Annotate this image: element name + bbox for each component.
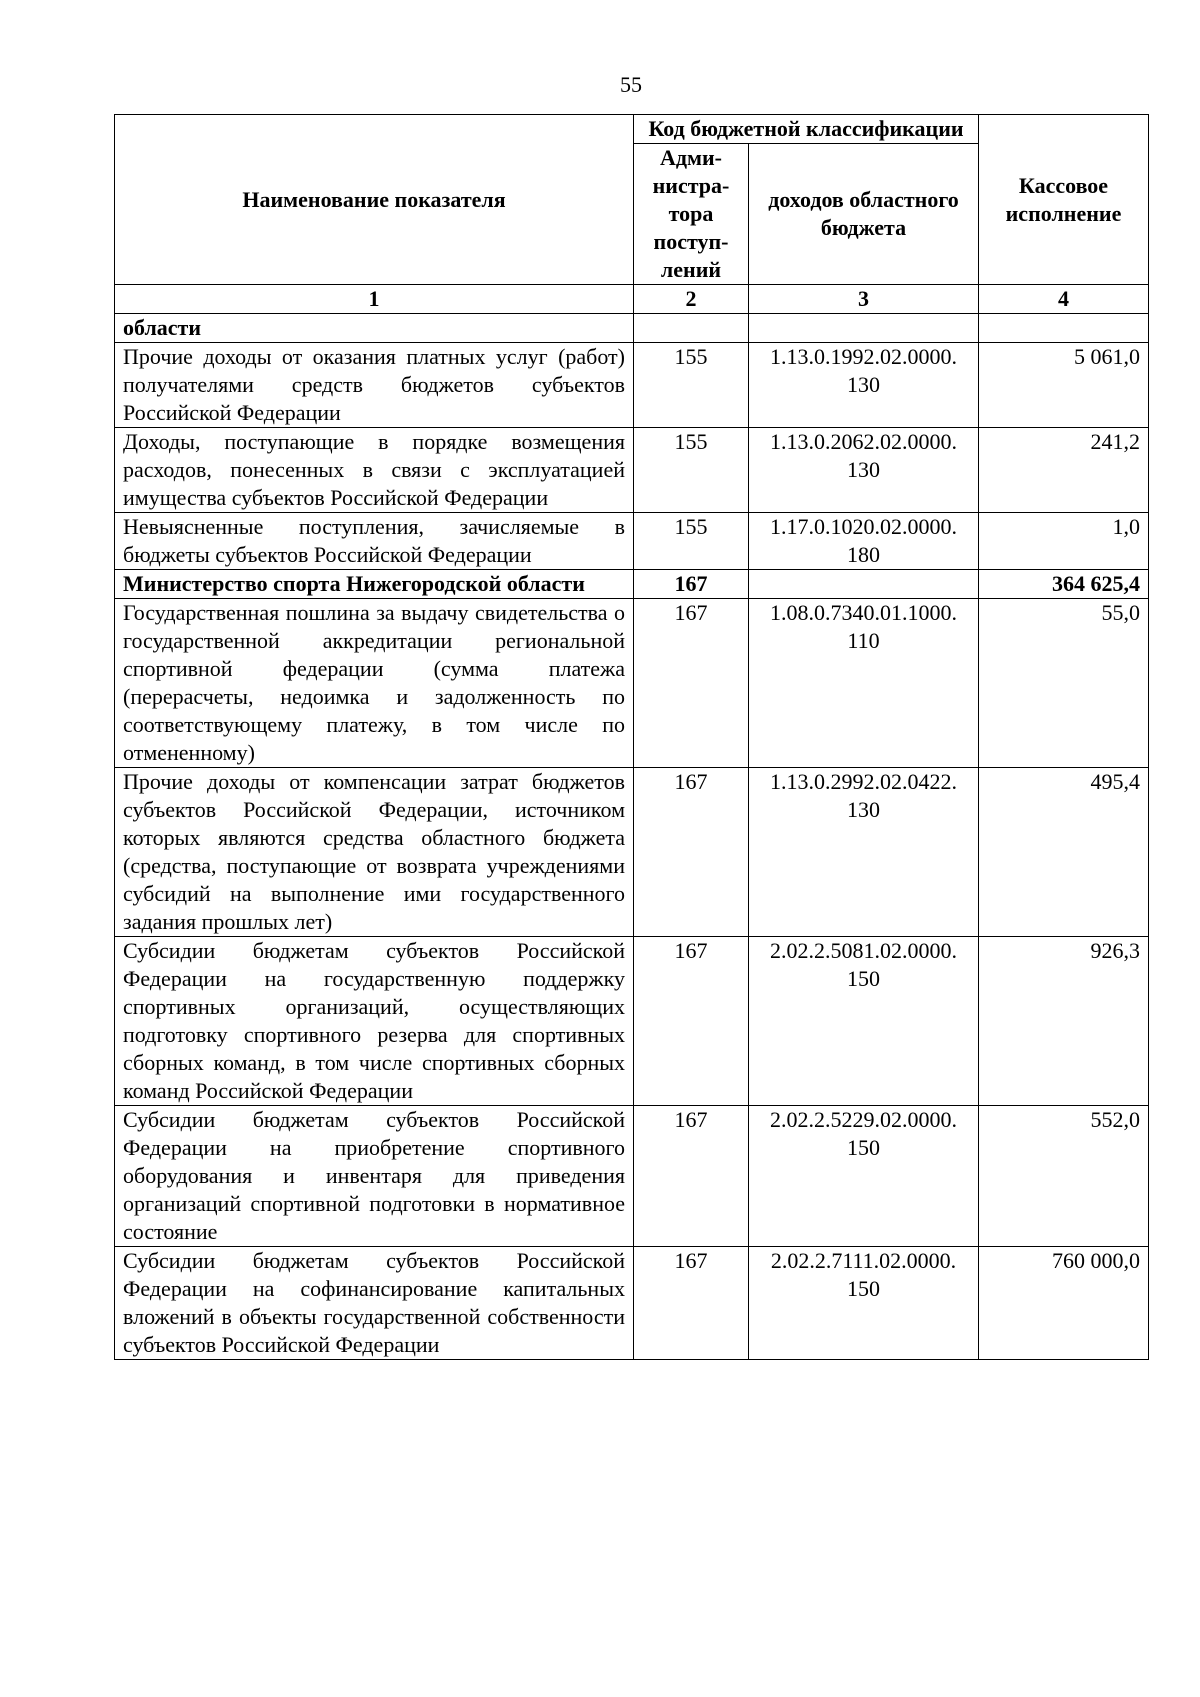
table-row (115, 570, 1149, 599)
page-number: 55 (620, 72, 642, 97)
row-name: области (115, 314, 634, 343)
row-name: Министерство спорта Нижегородской области (115, 570, 634, 599)
table-body (115, 314, 1149, 1360)
row-admin-code: 155 (634, 428, 749, 513)
row-admin-code: 167 (634, 599, 749, 768)
header-income: доходов областного бюджета (749, 144, 979, 285)
table-row (115, 937, 1149, 1106)
row-name: Доходы, поступающие в порядке возмещения расходов, понесенных в связи с эксплуатацией имущества субъектов Российской Федерации (115, 428, 634, 513)
row-execution: 55,0 (979, 599, 1149, 768)
header-name: Наименование показателя (115, 115, 634, 285)
row-income-code: 1.13.0.2062.02.0000. 130 (749, 428, 979, 513)
row-admin-code: 155 (634, 343, 749, 428)
row-name: Субсидии бюджетам субъектов Российской Федерации на государственную поддержку спортивных организаций, осуществляющих подготовку спортивного резерва для спортивных сборных команд, в том числе спортивных сборных команд Российской Федерации (115, 937, 634, 1106)
row-name: Государственная пошлина за выдачу свидетельства о государственной аккредитации региональной спортивной федерации (сумма платежа (перерасчеты, недоимка и задолженность по соответствующему платежу, в том числе по отмененному) (115, 599, 634, 768)
row-execution: 760 000,0 (979, 1247, 1149, 1360)
row-execution: 5 061,0 (979, 343, 1149, 428)
row-admin-code: 167 (634, 1247, 749, 1360)
row-execution: 241,2 (979, 428, 1149, 513)
row-execution (979, 314, 1149, 343)
column-number: 3 (749, 285, 979, 314)
row-name: Невыясненные поступления, зачисляемые в бюджеты субъектов Российской Федерации (115, 513, 634, 570)
header-admin: Адми-нистра-тора поступ-лений (634, 144, 749, 285)
row-admin-code: 167 (634, 1106, 749, 1247)
row-income-code: 1.08.0.7340.01.1000. 110 (749, 599, 979, 768)
row-name: Прочие доходы от компенсации затрат бюджетов субъектов Российской Федерации, источником которых являются средства областного бюджета (средства, поступающие от возврата учреждениями субсидий на выполнение ими государственного задания прошлых лет) (115, 768, 634, 937)
header-code-group: Код бюджетной классификации (634, 115, 979, 144)
table-row (115, 599, 1149, 768)
table-row (115, 1106, 1149, 1247)
budget-table (114, 114, 1149, 1360)
row-name: Субсидии бюджетам субъектов Российской Федерации на приобретение спортивного оборудования и инвентаря для приведения организаций спортивной подготовки в нормативное состояние (115, 1106, 634, 1247)
row-execution: 552,0 (979, 1106, 1149, 1247)
row-income-code: 2.02.2.5081.02.0000. 150 (749, 937, 979, 1106)
row-name: Прочие доходы от оказания платных услуг (работ) получателями средств бюджетов субъектов Российской Федерации (115, 343, 634, 428)
row-income-code (749, 314, 979, 343)
row-execution: 1,0 (979, 513, 1149, 570)
row-income-code: 1.17.0.1020.02.0000. 180 (749, 513, 979, 570)
row-admin-code: 167 (634, 768, 749, 937)
row-admin-code (634, 314, 749, 343)
row-execution: 364 625,4 (979, 570, 1149, 599)
header-execution: Кассовое исполнение (979, 115, 1149, 285)
table-row (115, 1247, 1149, 1360)
row-execution: 926,3 (979, 937, 1149, 1106)
row-income-code: 1.13.0.2992.02.0422. 130 (749, 768, 979, 937)
row-name: Субсидии бюджетам субъектов Российской Федерации на софинансирование капитальных вложений в объекты государственной собственности субъектов Российской Федерации (115, 1247, 634, 1360)
row-admin-code: 155 (634, 513, 749, 570)
row-income-code: 1.13.0.1992.02.0000. 130 (749, 343, 979, 428)
table-row (115, 428, 1149, 513)
row-income-code: 2.02.2.5229.02.0000. 150 (749, 1106, 979, 1247)
table-row (115, 513, 1149, 570)
row-admin-code: 167 (634, 570, 749, 599)
table-row (115, 314, 1149, 343)
row-execution: 495,4 (979, 768, 1149, 937)
column-number: 4 (979, 285, 1149, 314)
table-row (115, 343, 1149, 428)
row-income-code: 2.02.2.7111.02.0000. 150 (749, 1247, 979, 1360)
row-admin-code: 167 (634, 937, 749, 1106)
row-income-code (749, 570, 979, 599)
column-number: 1 (115, 285, 634, 314)
table-row (115, 768, 1149, 937)
column-number: 2 (634, 285, 749, 314)
